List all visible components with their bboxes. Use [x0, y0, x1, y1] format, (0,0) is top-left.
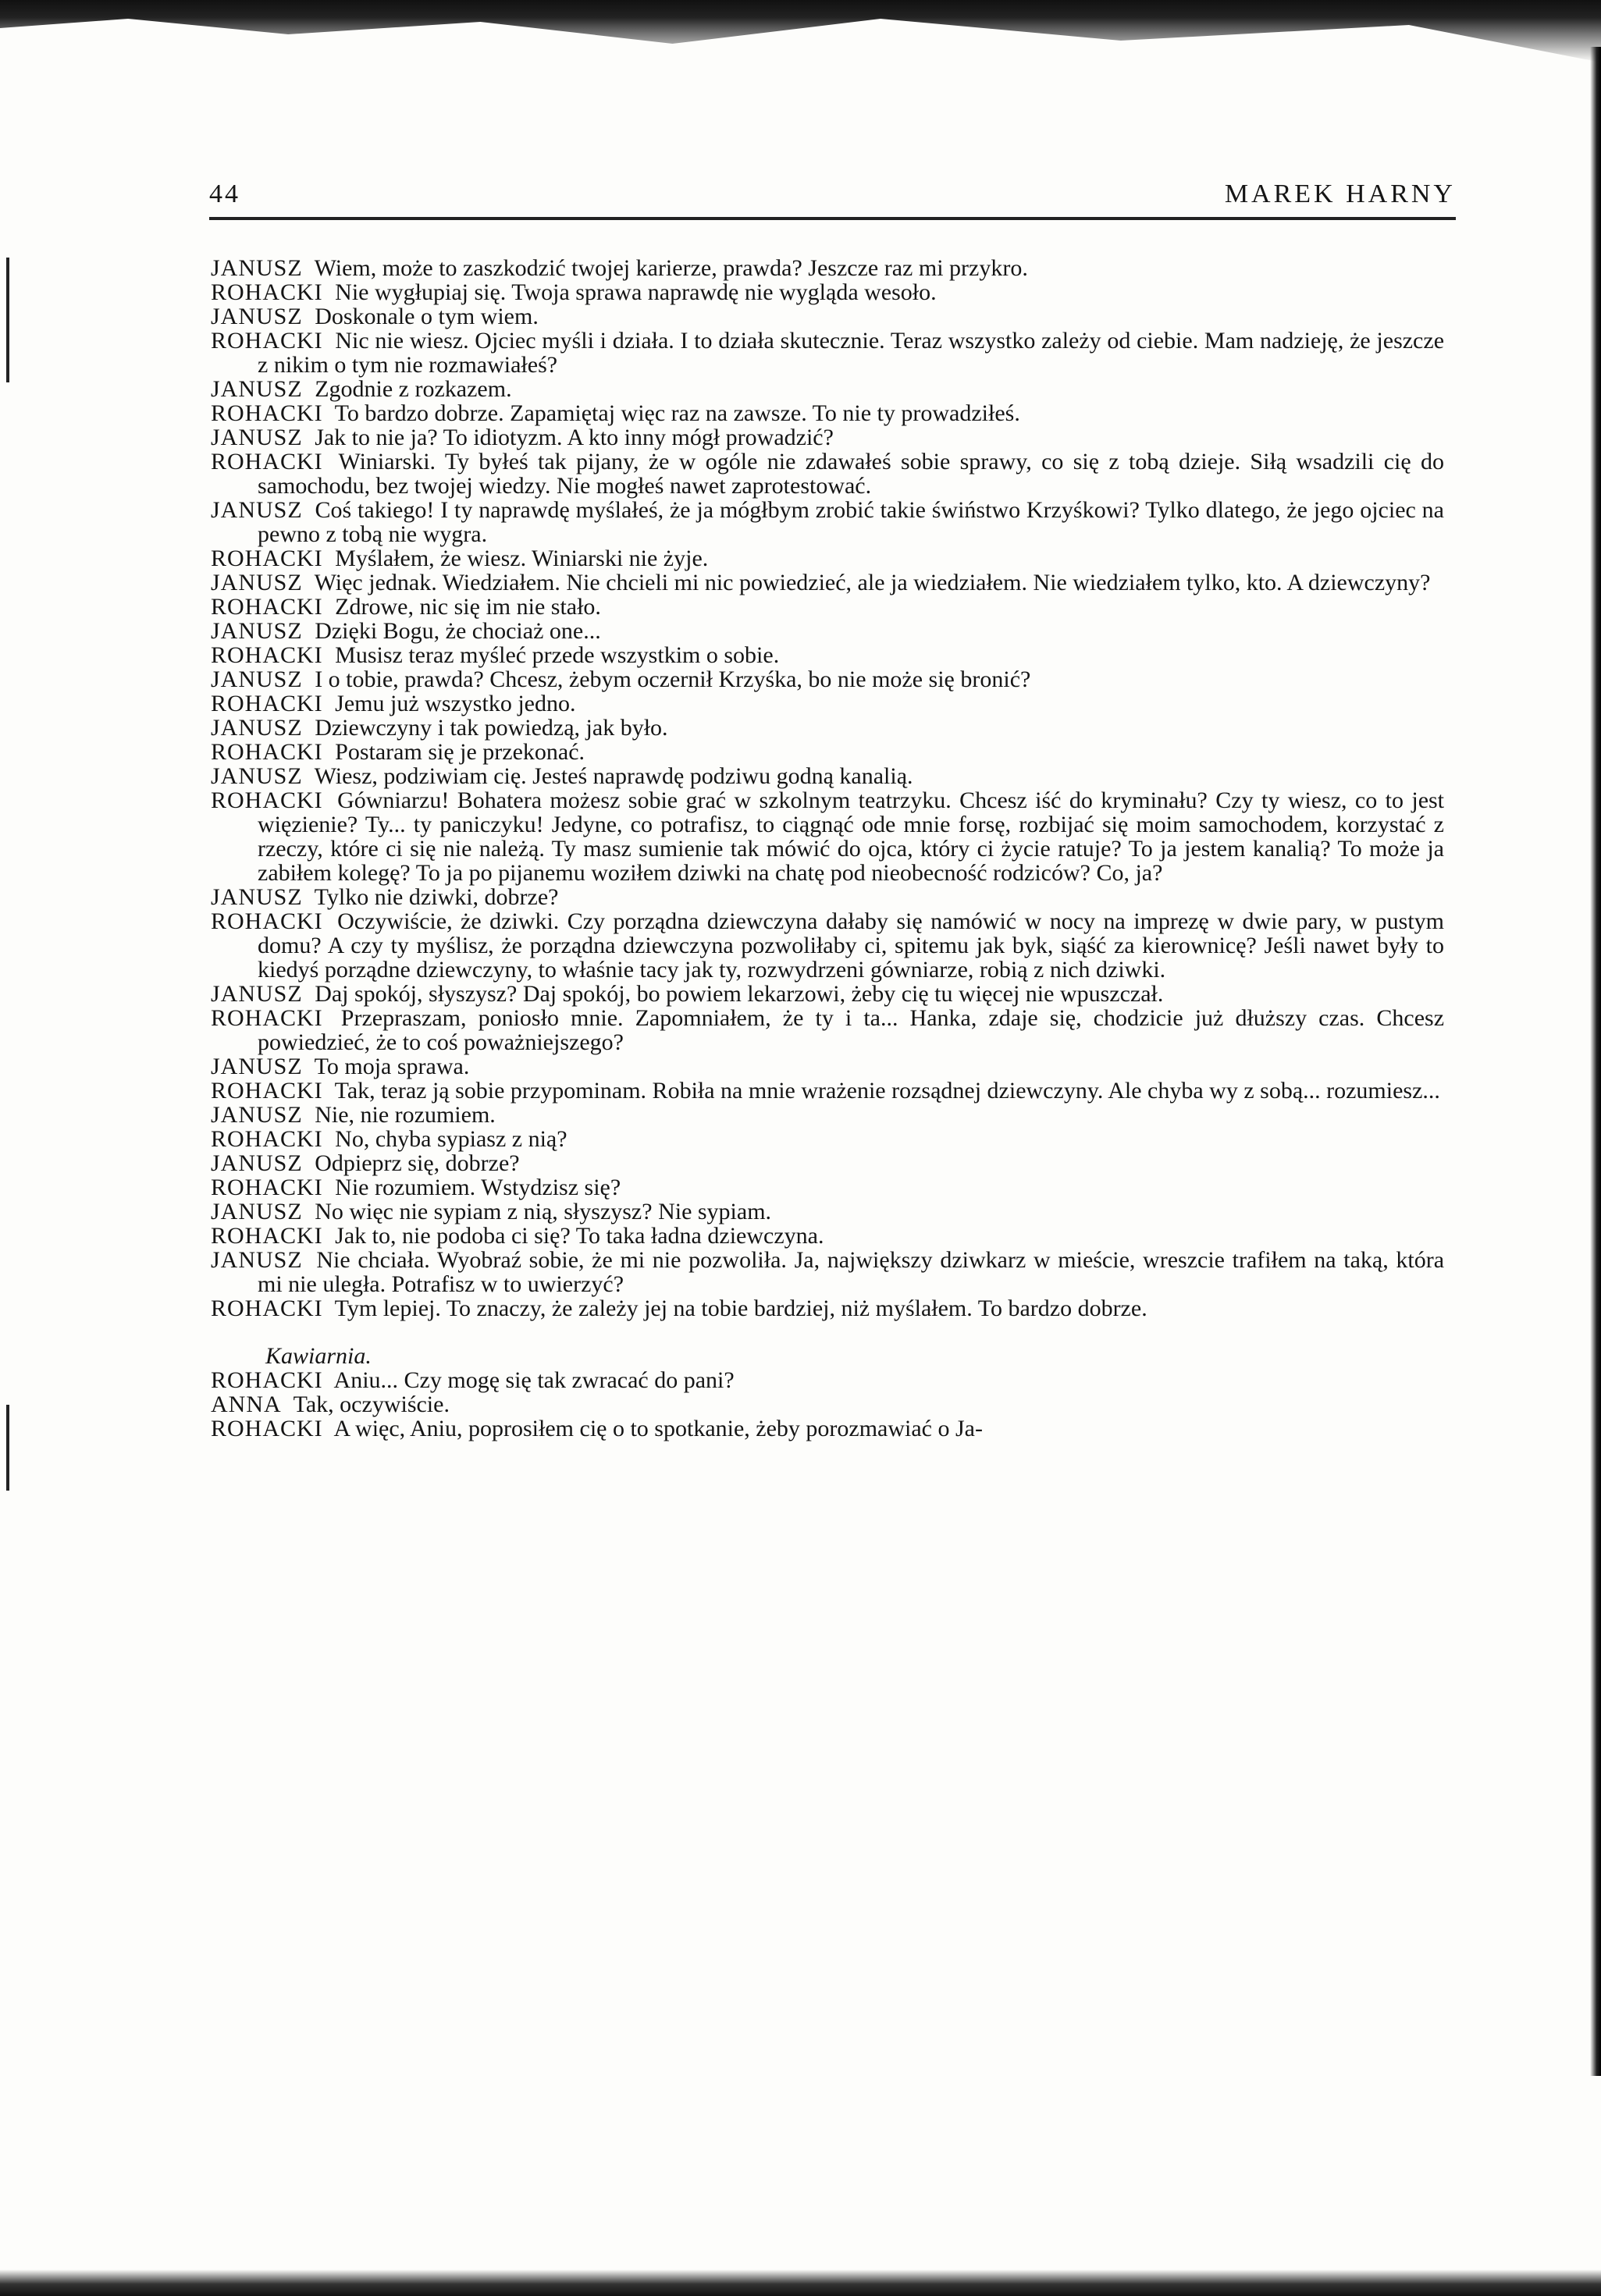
speech-text: Jak to nie ja? To idiotyzm. A kto inny mógł prowadzić? [315, 425, 834, 450]
dialogue-line [211, 1416, 1444, 1441]
page-number: 44 [209, 179, 240, 208]
speech-text: Zdrowe, nic się im nie stało. [335, 594, 601, 620]
scan-edge-top [0, 0, 1601, 62]
speech-text: Nie wygłupiaj się. Twoja sprawa naprawdę nie wygląda wesoło. [335, 279, 937, 305]
speaker-name: ROHACKI [211, 400, 323, 426]
speaker-name: ROHACKI [211, 1175, 323, 1200]
speech-text: Musisz teraz myśleć przede wszystkim o sobie. [335, 642, 780, 668]
speaker-name: ROHACKI [211, 328, 323, 354]
speech-text: Więc jednak. Wiedziałem. Nie chcieli mi nic powiedzieć, ale ja wiedziałem. Nie wiedziałem tylko, kto. A dziewczyny? [314, 570, 1431, 595]
speech-text: Coś takiego! I ty naprawdę myślałeś, że ja mógłbym zrobić takie świństwo Krzyśkowi? Tylko dlatego, że jego ojciec na pewno z tobą nie wygra. [258, 497, 1444, 547]
speech-text: Wiesz, podziwiam cię. Jesteś naprawdę podziwu godną kanalią. [314, 763, 913, 789]
scene-gap [211, 1320, 1444, 1344]
dialogue-line [211, 788, 1444, 885]
speaker-name: ROHACKI [211, 1367, 323, 1393]
speech-text: Tylko nie dziwki, dobrze? [314, 884, 559, 910]
speaker-name: JANUSZ [211, 763, 303, 789]
speaker-name: ROHACKI [211, 1126, 323, 1152]
speech-text: Gówniarzu! Bohatera możesz sobie grać w szkolnym teatrzyku. Chcesz iść do kryminału? Czy ty wiesz, co to jest więzienie? Ty... ty paniczyku! Jedyne, co potrafisz, to ciągnąć ode mnie forsę, rozbijać się moim samochodem, korzystać z rzeczy, które ci się nie należą. Ty masz sumienie tak mówić do ojca, który ci życie ratuje? To ja jestem kanalią? To może ja zabiłem kolegę? To ja po pijanemu woziłem dziwki na chatę pod nieobecność rodziców? Co, ja? [258, 787, 1445, 886]
speech-text: Tak, oczywiście. [293, 1391, 450, 1417]
speech-text: Nie rozumiem. Wstydzisz się? [335, 1175, 621, 1200]
scan-mark-left [6, 1405, 9, 1491]
dialogue-line [211, 425, 1444, 450]
dialogue-line [211, 595, 1444, 619]
dialogue-line [211, 329, 1444, 377]
dialogue-line [211, 740, 1444, 764]
dialogue-line [211, 885, 1444, 909]
dialogue-line [211, 1151, 1444, 1175]
dialogue-line [211, 450, 1444, 498]
speaker-name: ROHACKI [211, 908, 323, 934]
speech-text: Myślałem, że wiesz. Winiarski nie żyje. [335, 546, 709, 571]
speech-text: Oczywiście, że dziwki. Czy porządna dziewczyna dałaby się namówić w nocy na imprezę w dwie pary, w pustym domu? A czy ty myślisz, że porządna dziewczyna pozwoliłaby ci, spitemu jak byk, siąść za kierownicę? Jeśli nawet były to kiedyś porządne dziewczyny, to właśnie tacy jak ty, rozwydrzeni gówniarze, robią z nich dziwki. [258, 908, 1444, 983]
speaker-name: JANUSZ [211, 715, 303, 741]
dialogue-line [211, 909, 1444, 982]
speaker-name: ROHACKI [211, 787, 323, 813]
speech-text: Nie chciała. Wyobraź sobie, że mi nie pozwoliła. Ja, największy dziwkarz w mieście, wreszcie trafiłem na taką, która mi nie uległa. Potrafisz w to uwierzyć? [258, 1247, 1445, 1297]
speech-text: Zgodnie z rozkazem. [315, 376, 512, 402]
running-head: MAREK HARNY [1224, 179, 1456, 208]
speech-text: No więc nie sypiam z nią, słyszysz? Nie sypiam. [315, 1199, 772, 1224]
dialogue-line [211, 546, 1444, 570]
speech-text: Wiem, może to zaszkodzić twojej karierze, prawda? Jeszcze raz mi przykro. [314, 255, 1028, 281]
speech-text: I o tobie, prawda? Chcesz, żebym oczernił Krzyśka, bo nie może się bronić? [315, 666, 1031, 692]
speech-text: Nic nie wiesz. Ojciec myśli i działa. I to działa skutecznie. Teraz wszystko zależy od ciebie. Mam nadzieję, że jeszcze z nikim o tym nie rozmawiałeś? [258, 328, 1445, 378]
speaker-name: JANUSZ [211, 304, 303, 329]
speech-text: Przepraszam, poniosło mnie. Zapomniałem, że ty i ta... Hanka, zdaje się, chodzicie już dłuższy czas. Chcesz powiedzieć, że to coś poważniejszego? [258, 1005, 1445, 1055]
speaker-name: ROHACKI [211, 739, 323, 765]
speaker-name: ROHACKI [211, 1223, 323, 1249]
dialogue-line [211, 1224, 1444, 1248]
speaker-name: JANUSZ [211, 425, 303, 450]
dialogue-line [211, 304, 1444, 329]
dialogue-line [211, 764, 1444, 788]
speaker-name: ROHACKI [211, 546, 323, 571]
dialogue-line [211, 1103, 1444, 1127]
speech-text: Dzięki Bogu, że chociaż one... [315, 618, 601, 644]
dialogue-line [211, 691, 1444, 716]
speech-text: Jemu już wszystko jedno. [335, 691, 576, 716]
speech-text: Tak, teraz ją sobie przypominam. Robiła na mnie wrażenie rozsądnej dziewczyny. Ale chyba wy z sobą... rozumiesz... [334, 1078, 1440, 1104]
dialogue-line [211, 1248, 1444, 1296]
speech-text: Doskonale o tym wiem. [315, 304, 539, 329]
speech-text: Winiarski. Ty byłeś tak pijany, że w ogóle nie zdawałeś sobie sprawy, co się z tobą dzieje. Siłą wsadzili cię do samochodu, bez twojej wiedzy. Nie mogłeś nawet zaprotestować. [258, 449, 1444, 499]
speech-text: Tym lepiej. To znaczy, że zależy jej na tobie bardziej, niż myślałem. To bardzo dobrze. [334, 1295, 1147, 1321]
dialogue-line [211, 1368, 1444, 1392]
dialogue-line [211, 982, 1444, 1006]
dialogue-text [211, 256, 1444, 1441]
dialogue-line [211, 667, 1444, 691]
dialogue-line [211, 1200, 1444, 1224]
dialogue-line [211, 280, 1444, 304]
speech-text: Aniu... Czy mogę się tak zwracać do pani? [333, 1367, 735, 1393]
scan-edge-bottom [0, 2269, 1601, 2296]
speaker-name: ROHACKI [211, 1295, 323, 1321]
speaker-name: ROHACKI [211, 691, 323, 716]
speech-text: Postaram się je przekonać. [335, 739, 585, 765]
speech-text: Dziewczyny i tak powiedzą, jak było. [315, 715, 668, 741]
speaker-name: JANUSZ [211, 497, 303, 523]
speech-text: To moja sprawa. [314, 1054, 470, 1079]
speaker-name: JANUSZ [211, 1054, 303, 1079]
speaker-name: ROHACKI [211, 449, 323, 474]
speech-text: Jak to, nie podoba ci się? To taka ładna dziewczyna. [335, 1223, 824, 1249]
dialogue-line [211, 1296, 1444, 1320]
speaker-name: ROHACKI [211, 1005, 323, 1031]
dialogue-line [211, 256, 1444, 280]
speaker-name: JANUSZ [211, 376, 303, 402]
speaker-name: ROHACKI [211, 642, 323, 668]
dialogue-part-2 [211, 1368, 1444, 1441]
dialogue-line [211, 643, 1444, 667]
speaker-name: JANUSZ [211, 1150, 303, 1176]
speaker-name: JANUSZ [211, 1199, 303, 1224]
dialogue-line [211, 1054, 1444, 1079]
speech-text: A więc, Aniu, poprosiłem cię o to spotkanie, żeby porozmawiać o Ja- [333, 1416, 983, 1441]
speaker-name: JANUSZ [211, 1102, 303, 1128]
speaker-name: JANUSZ [211, 884, 303, 910]
dialogue-line [211, 1392, 1444, 1416]
speaker-name: JANUSZ [211, 981, 303, 1007]
speaker-name: ROHACKI [211, 1078, 323, 1104]
scan-mark-left [6, 258, 9, 382]
dialogue-line [211, 377, 1444, 401]
speech-text: To bardzo dobrze. Zapamiętaj więc raz na zawsze. To nie ty prowadziłeś. [334, 400, 1020, 426]
dialogue-line [211, 401, 1444, 425]
dialogue-line [211, 498, 1444, 546]
page-header [209, 173, 1456, 220]
scene-heading: Kawiarnia. [265, 1343, 372, 1369]
speaker-name: ANNA [211, 1391, 282, 1417]
dialogue-line [211, 1006, 1444, 1054]
speech-text: Odpieprz się, dobrze? [315, 1150, 520, 1176]
speaker-name: ROHACKI [211, 279, 323, 305]
dialogue-line [211, 716, 1444, 740]
speaker-name: JANUSZ [211, 666, 303, 692]
speaker-name: JANUSZ [211, 1247, 303, 1273]
dialogue-line [211, 570, 1444, 595]
speaker-name: JANUSZ [211, 570, 303, 595]
speaker-name: ROHACKI [211, 594, 323, 620]
speaker-name: JANUSZ [211, 618, 303, 644]
dialogue-part-1 [211, 256, 1444, 1320]
speech-text: Nie, nie rozumiem. [315, 1102, 496, 1128]
dialogue-line [211, 1079, 1444, 1103]
scan-edge-right [1590, 47, 1601, 2076]
speech-text: Daj spokój, słyszysz? Daj spokój, bo powiem lekarzowi, żeby cię tu więcej nie wpuszczał. [315, 981, 1164, 1007]
dialogue-line [211, 1127, 1444, 1151]
dialogue-line [211, 1175, 1444, 1200]
speech-text: No, chyba sypiasz z nią? [335, 1126, 567, 1152]
dialogue-line [211, 619, 1444, 643]
speaker-name: JANUSZ [211, 255, 303, 281]
speaker-name: ROHACKI [211, 1416, 323, 1441]
